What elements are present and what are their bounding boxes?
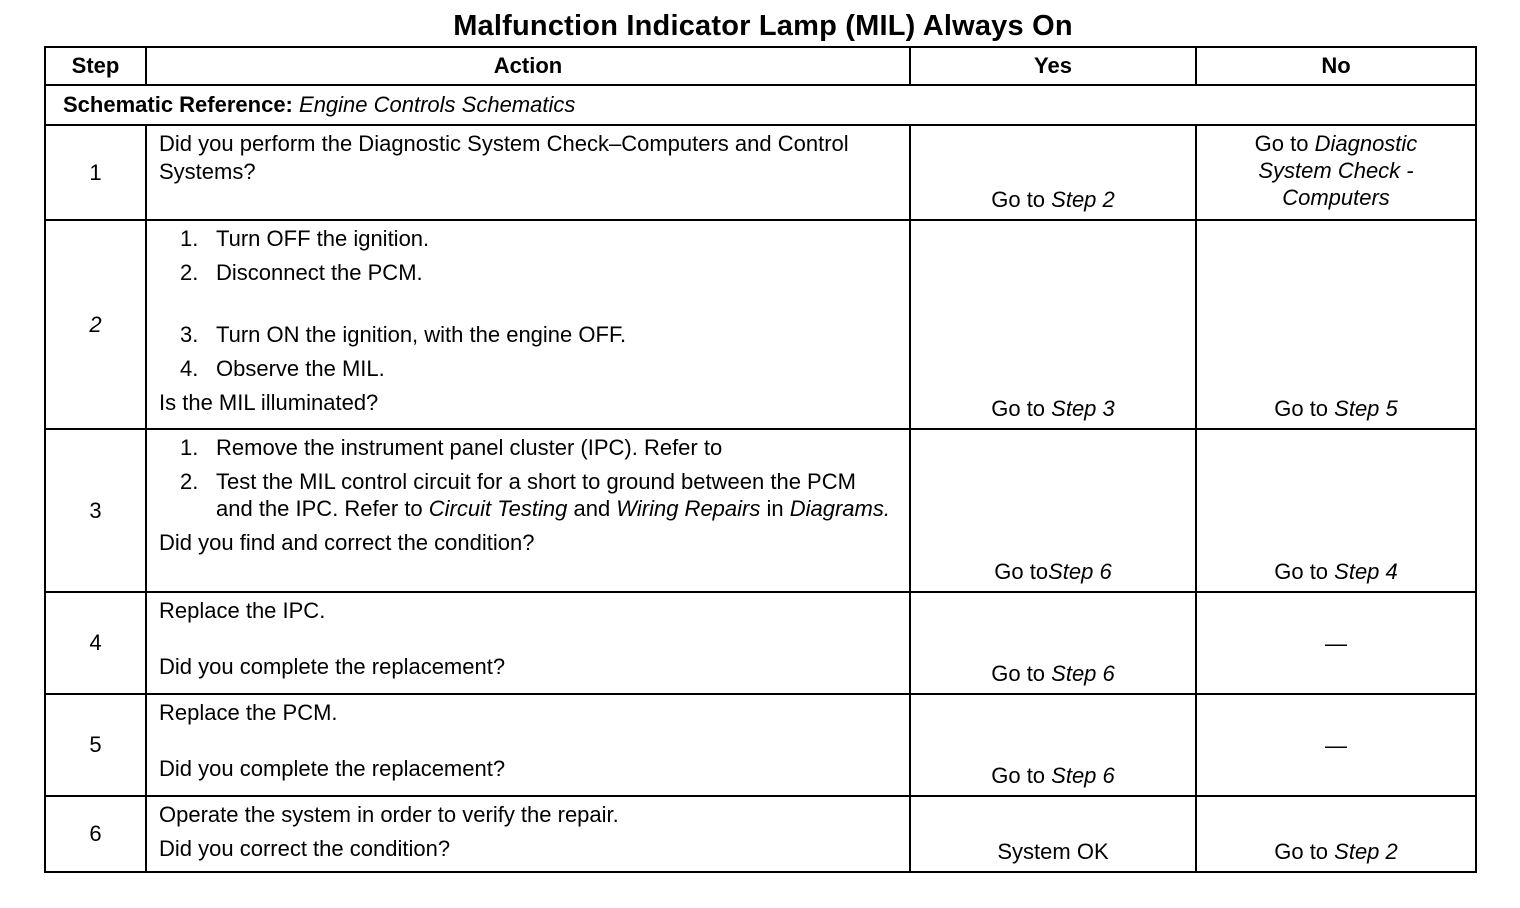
no-cell: — xyxy=(1196,592,1476,694)
schematic-reference xyxy=(45,85,1476,125)
action-cell xyxy=(146,429,910,592)
header-action: Action xyxy=(146,47,910,85)
action-cell xyxy=(146,796,910,872)
action-list-item: 4. Observe the MIL. xyxy=(180,356,385,381)
no-cell xyxy=(1196,220,1476,429)
step-number: 6 xyxy=(45,796,146,872)
action-text: Operate the system in order to verify the repair. xyxy=(159,802,619,827)
no-step-ref: Step 5 xyxy=(1334,396,1398,421)
action-cell xyxy=(146,220,910,429)
no-ref-line1: Diagnostic xyxy=(1314,131,1418,156)
question-text: Did you find and correct the condition? xyxy=(159,530,535,555)
diagnostic-table xyxy=(44,46,1477,873)
no-cell xyxy=(1196,125,1476,220)
yes-step-ref: Step 3 xyxy=(1051,396,1115,421)
yes-cell xyxy=(910,429,1196,592)
table-row xyxy=(45,592,1476,694)
yes-step-ref: Step 2 xyxy=(1051,187,1115,212)
step-number: 3 xyxy=(45,429,146,592)
action-list-item: 3. Turn ON the ignition, with the engine OFF. xyxy=(180,322,627,347)
yes-prefix: Go to xyxy=(994,559,1049,584)
page-title: Malfunction Indicator Lamp (MIL) Always On xyxy=(453,10,1073,42)
question-text: Did you complete the replacement? xyxy=(159,654,506,679)
header-step: Step xyxy=(45,47,146,85)
action-list-item: 1. Remove the instrument panel cluster (IPC). Refer to xyxy=(180,435,723,460)
header-no: No xyxy=(1196,47,1476,85)
action-cell xyxy=(146,592,910,694)
action-list-item: 2. Disconnect the PCM. xyxy=(180,260,423,285)
no-prefix: Go to xyxy=(1274,839,1335,864)
no-step-ref: Step 4 xyxy=(1334,559,1398,584)
header-yes: Yes xyxy=(910,47,1196,85)
no-prefix: Go to xyxy=(1254,131,1315,156)
schematic-reference-value: Engine Controls Schematics xyxy=(299,92,576,117)
step-number: 2 xyxy=(45,220,146,429)
no-cell xyxy=(1196,796,1476,872)
no-ref-line2: System Check - xyxy=(1258,158,1414,183)
no-step-ref: Step 2 xyxy=(1334,839,1398,864)
question-text: Did you correct the condition? xyxy=(159,836,451,861)
question-text: Did you complete the replacement? xyxy=(159,756,506,781)
action-cell xyxy=(146,125,910,220)
no-cell xyxy=(1196,429,1476,592)
action-list xyxy=(159,225,897,382)
yes-step-ref: Step 6 xyxy=(1048,559,1112,584)
action-text: Replace the PCM. xyxy=(159,700,338,725)
action-list-item: 1. Turn OFF the ignition. xyxy=(180,226,430,251)
table-row xyxy=(45,125,1476,220)
action-cell xyxy=(146,694,910,796)
no-prefix: Go to xyxy=(1274,559,1335,584)
step-number: 1 xyxy=(45,125,146,220)
table-row xyxy=(45,694,1476,796)
action-list-item: 2. Test the MIL control circuit for a short to ground between the PCM and the IPC. Refer to Circuit Testing and Wiring Repairs in Diagrams. xyxy=(180,469,890,521)
step-number: 5 xyxy=(45,694,146,796)
table-row xyxy=(45,796,1476,872)
table-row xyxy=(45,429,1476,592)
yes-cell xyxy=(910,220,1196,429)
schematic-reference-row xyxy=(45,85,1476,125)
yes-cell xyxy=(910,125,1196,220)
action-text: Replace the IPC. xyxy=(159,598,326,623)
yes-cell: System OK xyxy=(910,796,1196,872)
question-text: Is the MIL illuminated? xyxy=(159,390,379,415)
schematic-reference-label: Schematic Reference: xyxy=(63,92,293,117)
yes-cell xyxy=(910,694,1196,796)
no-prefix: Go to xyxy=(1274,396,1335,421)
yes-step-ref: Step 6 xyxy=(1051,763,1115,788)
table-row xyxy=(45,220,1476,429)
table-header-row xyxy=(45,47,1476,85)
yes-prefix: Go to xyxy=(991,396,1052,421)
no-ref-line3: Computers xyxy=(1282,185,1390,210)
question-text: Did you perform the Diagnostic System Check–Computers and Control Systems? xyxy=(159,131,849,184)
action-list xyxy=(159,434,897,522)
step-number: 4 xyxy=(45,592,146,694)
yes-cell xyxy=(910,592,1196,694)
yes-prefix: Go to xyxy=(991,187,1052,212)
no-cell: — xyxy=(1196,694,1476,796)
yes-step-ref: Step 6 xyxy=(1051,661,1115,686)
yes-prefix: Go to xyxy=(991,763,1052,788)
yes-prefix: Go to xyxy=(991,661,1052,686)
